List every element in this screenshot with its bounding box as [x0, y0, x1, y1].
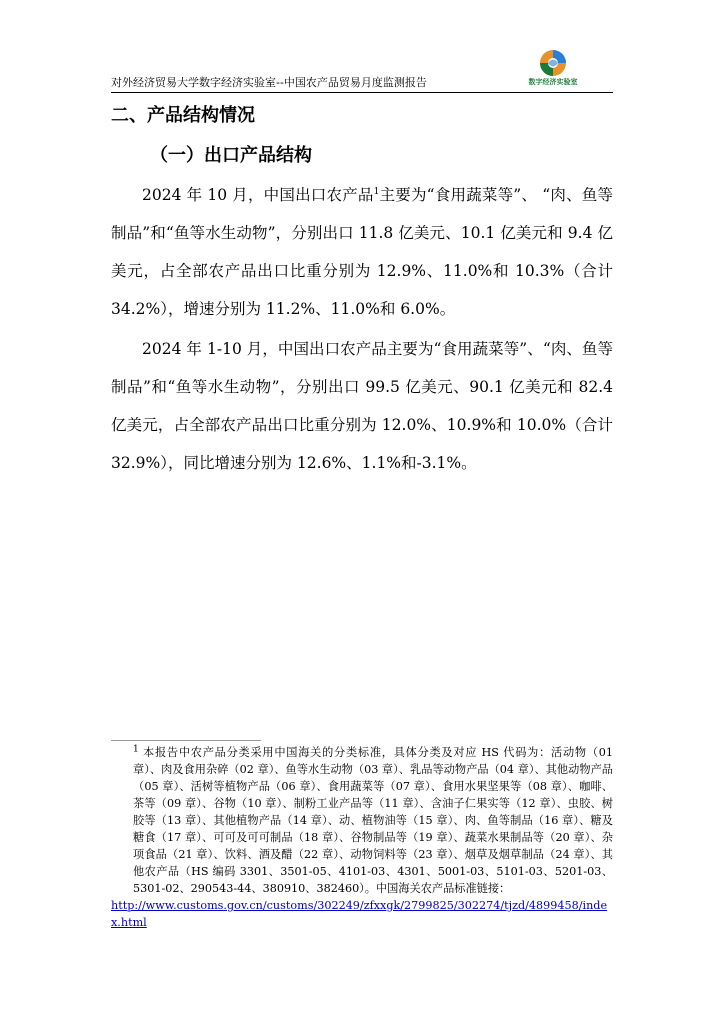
section-subtitle: （一）出口产品结构: [150, 145, 312, 166]
footnote-marker: 1: [133, 744, 139, 755]
globe-logo-icon: [538, 48, 568, 78]
section-title: 二、产品结构情况: [111, 105, 255, 126]
footnote-text: 本报告中农产品分类采用中国海关的分类标准，具体分类及对应 HS 代码为：活动物（01 章）、肉及食用杂碎（02 章）、鱼等水生动物（03 章）、乳品等动物产品（04 章）、其他动物产品（05 章）、活树等植物产品（06 章）、食用蔬菜等（07 章）、食用水果坚果等（08 章）、咖啡、茶等（09 章）、谷物（10 章）、制粉工业产品等（11 章）、含油子仁果实等（12 章）、虫胶、树胶等（13 章）、其他植物产品（14 章）、动、植物油等（15 章）、肉、鱼等制品（16 章）、糖及糖食（17 章）、可可及可可制品（18 章）、谷物制品等（19 章）、蔬菜水果制品等（20 章）、杂项食品（21 章）、饮料、酒及醋（22 章）、动物饲料等（23 章）、烟草及烟草制品（24 章）、其他农产品（HS 编码 3301、3501-05、4101-03、4301、5001-03、5101-03、5201-03、5301-02、290543-44、380910、382460）。中国海关农产品标准链接：: [133, 746, 613, 895]
paragraph-cumulative: 2024 年 1-10 月，中国出口农产品主要为“食用蔬菜等”、“肉、鱼等制品”和“鱼等水生动物”，分别出口 99.5 亿美元、90.1 亿美元和 82.4 亿美元，占全部农产品出口比重分别为 12.0%、10.9%和 10.0%（合计 32.9%），同比增速分别为 12.6%、1.1%和-3.1%。: [111, 340, 613, 472]
footnote-ref[interactable]: 1: [373, 186, 380, 197]
paragraph-monthly-start: 2024 年 10 月，中国出口农产品: [142, 186, 374, 204]
footnote: [111, 744, 613, 931]
footnote-body: [111, 744, 613, 897]
customs-standard-link[interactable]: http://www.customs.gov.cn/customs/302249/zfxxgk/2799825/302274/tjzd/4899458/index.html: [111, 899, 608, 929]
logo-text: 数字经济实验室: [528, 78, 578, 86]
header-title: 对外经济贸易大学数字经济实验室--中国农产品贸易月度监测报告: [111, 76, 427, 89]
paragraph-monthly: [111, 176, 613, 328]
footnote-divider: [111, 740, 261, 741]
paragraph-monthly-rest: 主要为“食用蔬菜等”、 “肉、鱼等制品”和“鱼等水生动物”，分别出口 11.8 亿美元、10.1 亿美元和 9.4 亿美元，占全部农产品出口比重分别为 12.9%、11.0%和 10.3%（合计 34.2%），增速分别为 11.2%、11.0%和 6.0%。: [111, 186, 614, 318]
page-header: [111, 48, 613, 93]
lab-logo: [521, 48, 585, 90]
